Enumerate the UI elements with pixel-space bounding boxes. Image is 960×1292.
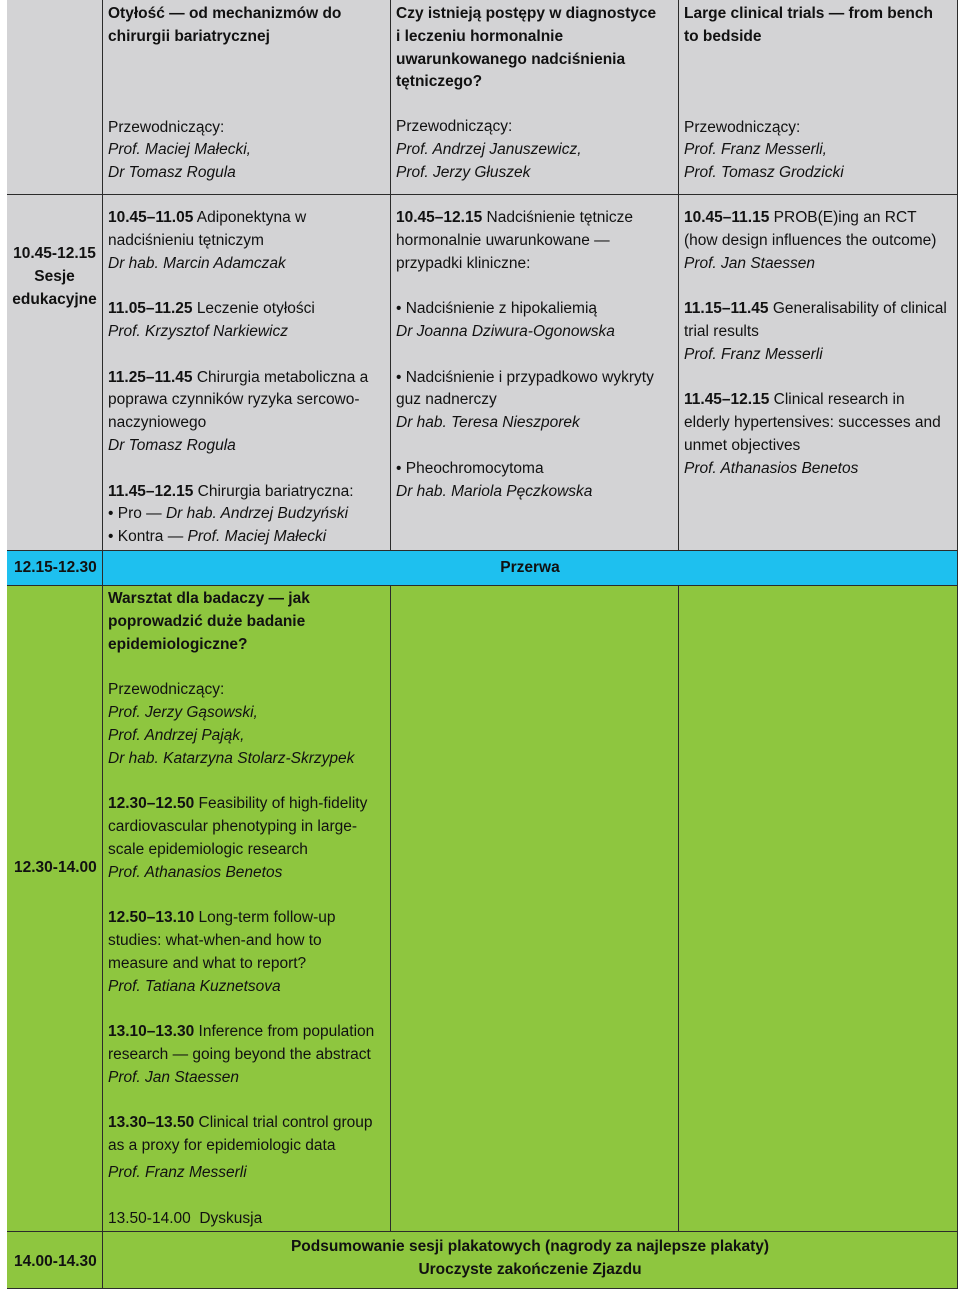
session-header-obesity <box>103 0 391 195</box>
chairs-label: Przewodniczący: <box>396 118 513 136</box>
case-item: • Nadciśnienie i przypadkowo wykryty guz nadnerczy Dr hab. Teresa Nieszporek <box>396 367 673 435</box>
contra-item: • Kontra — Prof. Maciej Małecki <box>108 526 385 549</box>
talk-title: Inference from population research — going beyond the abstract <box>108 1023 375 1063</box>
chairs-label: Przewodniczący: <box>684 118 801 136</box>
talk <box>396 207 673 275</box>
workshop-cell <box>103 586 391 1232</box>
talk <box>108 907 373 998</box>
talk-title: PROB(E)ing an RCT (how design influences the outcome) <box>684 209 937 249</box>
talk-time: 12.50–13.10 <box>108 909 195 927</box>
talk <box>108 1021 388 1089</box>
talk-title: Clinical research in elderly hypertensives: successes and unmet objectives <box>684 391 941 454</box>
talk-speaker: Dr hab. Marcin Adamczak <box>108 254 286 272</box>
session-label: edukacyjne <box>12 290 97 308</box>
talk-title: Chirurgia bariatryczna: <box>197 482 354 500</box>
session1-col2 <box>391 195 679 551</box>
talk-time: 11.15–11.45 <box>684 300 769 318</box>
talk-speaker: Prof. Jan Staessen <box>684 254 815 272</box>
session-label: Sesje <box>34 267 75 285</box>
closing-cell <box>103 1232 958 1289</box>
closing-line: Podsumowanie sesji plakatowych (nagrody za najlepsze plakaty) <box>290 1238 770 1255</box>
time-cell-session1 <box>7 195 103 551</box>
session-title: Otyłość — od mechanizmów do chirurgii bariatrycznej <box>108 5 342 45</box>
talk <box>108 207 385 275</box>
talk-speaker: Prof. Krzysztof Narkiewicz <box>108 322 289 340</box>
talk-speaker: Prof. Athanasios Benetos <box>684 459 859 477</box>
talk-speaker: Prof. Jan Staessen <box>108 1068 239 1086</box>
talk-speaker: Dr hab. Mariola Pęczkowska <box>396 482 593 500</box>
session1-col1 <box>103 195 391 551</box>
chair-name: Prof. Maciej Małecki, <box>108 141 251 159</box>
talk <box>108 298 385 344</box>
talk <box>684 207 952 275</box>
talk-title: Clinical trial control group as a proxy for epidemiologic data <box>108 1114 373 1155</box>
closing-line: Uroczyste zakończenie Zjazdu <box>418 1260 642 1278</box>
session-time: 10.45-12.15 <box>13 245 96 262</box>
talk-time: 11.05–11.25 <box>108 300 193 318</box>
talk-title: Nadciśnienie tętnicze hormonalnie uwarunkowane — przypadki kliniczne: <box>396 209 633 272</box>
session1-col3 <box>679 195 958 551</box>
break-time: 12.15-12.30 <box>7 551 103 586</box>
chair-name: Dr hab. Katarzyna Stolarz-Skrzypek <box>108 749 355 767</box>
time-cell-header <box>7 0 103 195</box>
chair-name: Prof. Jerzy Gąsowski, <box>108 703 258 721</box>
talk-time: 10.45–11.05 <box>108 209 194 226</box>
talk <box>684 389 952 480</box>
talk-time: 12.30–12.50 <box>108 795 195 813</box>
talk-speaker: Prof. Athanasios Benetos <box>108 863 283 881</box>
talk <box>108 1112 388 1184</box>
chair-name: Prof. Franz Messerli, <box>684 141 827 159</box>
chairs-label: Przewodniczący: <box>108 118 225 136</box>
chair-name: Prof. Andrzej Januszewicz, <box>396 140 582 158</box>
case-item: • Pheochromocytoma Dr hab. Mariola Pęczkowska <box>396 458 673 504</box>
workshop-empty-col2 <box>391 586 679 1232</box>
talk-speaker: Prof. Tatiana Kuznetsova <box>108 977 281 995</box>
chairs-label: Przewodniczący: <box>108 681 225 699</box>
time-cell-closing: 14.00-14.30 <box>7 1232 103 1289</box>
time-cell-workshop: 12.30-14.00 <box>7 586 103 1232</box>
talk-title: Leczenie otyłości <box>196 300 315 318</box>
chair-name: Dr Tomasz Rogula <box>108 164 236 182</box>
talk-speaker: Dr hab. Teresa Nieszporek <box>396 414 580 432</box>
talk-title: Chirurgia metaboliczna a poprawa czynników ryzyka sercowo-naczyniowego <box>108 368 369 432</box>
chair-name: Prof. Tomasz Grodzicki <box>684 164 844 182</box>
discussion: 13.50-14.00 Dyskusja <box>108 1209 263 1227</box>
talk-speaker: Dr Tomasz Rogula <box>108 436 236 454</box>
program-table <box>7 0 958 1289</box>
talk-time: 10.45–12.15 <box>396 209 483 226</box>
case-item: • Nadciśnienie z hipokaliemią Dr Joanna Dziwura-Ogonowska <box>396 298 673 344</box>
session-header-hormonal <box>391 0 679 195</box>
talk-time: 13.30–13.50 <box>108 1114 195 1132</box>
talk-speaker: Dr Joanna Dziwura-Ogonowska <box>396 322 615 340</box>
talk-title: Feasibility of high-fidelity cardiovascular phenotyping in large-scale epidemiologic research <box>108 795 368 858</box>
talk-time: 11.25–11.45 <box>108 368 193 386</box>
workshop-title: Warsztat dla badaczy — jak poprowadzić duże badanie epidemiologiczne? <box>108 590 310 653</box>
session-header-trials <box>679 0 958 195</box>
session-title: Large clinical trials — from bench to bedside <box>684 5 933 45</box>
session-title: Czy istnieją postępy w diagnostyce i leczeniu hormonalnie uwarunkowanego nadciśnienia tętniczego? <box>396 5 657 91</box>
talk-time: 10.45–11.15 <box>684 209 770 226</box>
talk <box>108 481 385 549</box>
talk <box>108 367 385 458</box>
talk-title: Adiponektyna w nadciśnieniu tętniczym <box>108 209 307 249</box>
talk-time: 13.10–13.30 <box>108 1023 195 1041</box>
talk-time: 11.45–12.15 <box>108 482 194 500</box>
pro-item: • Pro — Dr hab. Andrzej Budzyński <box>108 503 385 526</box>
talk-title: Generalisability of clinical trial results <box>684 300 947 340</box>
talk <box>108 793 373 884</box>
chair-name: Prof. Andrzej Pająk, <box>108 726 245 744</box>
chair-name: Prof. Jerzy Głuszek <box>396 163 531 181</box>
talk <box>684 298 952 366</box>
talk-time: 11.45–12.15 <box>684 391 770 409</box>
break-label: Przerwa <box>103 551 958 586</box>
talk-title: Long-term follow-up studies: what-when-and how to measure and what to report? <box>108 909 336 972</box>
workshop-empty-col3 <box>679 586 958 1232</box>
talk-speaker: Prof. Franz Messerli <box>108 1163 247 1181</box>
talk-speaker: Prof. Franz Messerli <box>684 345 823 363</box>
